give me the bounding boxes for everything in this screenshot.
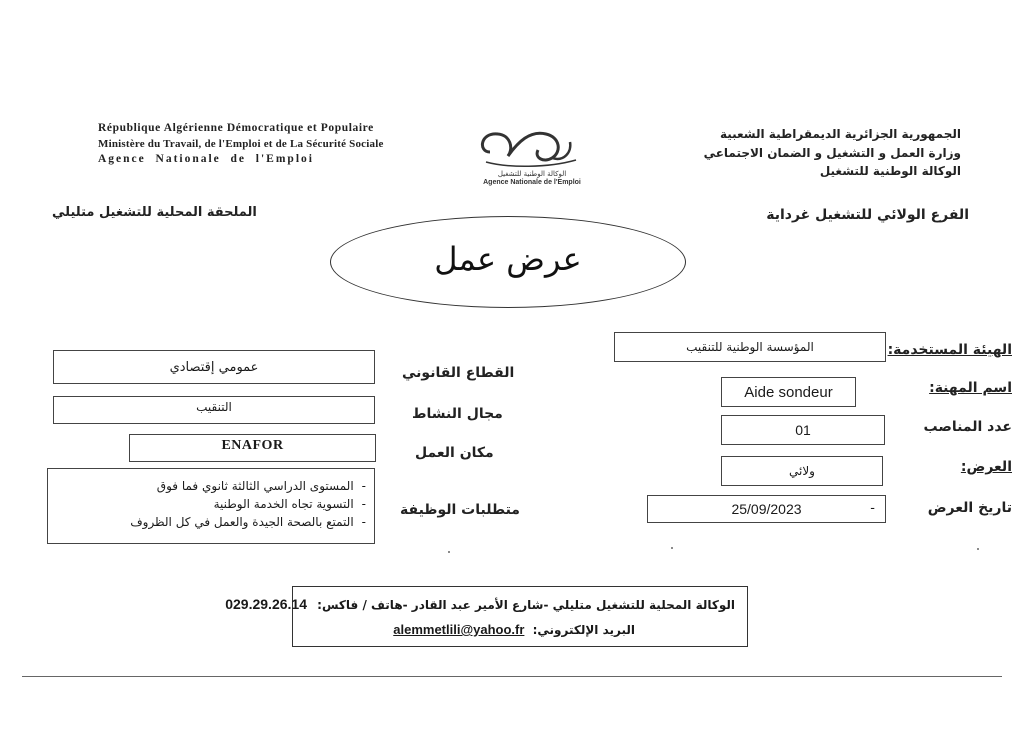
offer-value: ولائي [721, 456, 883, 486]
date-label: تاريخ العرض [927, 500, 1012, 516]
activity-label: مجال النشاط [412, 406, 503, 422]
date-dash: - [870, 501, 875, 516]
logo-caption-ar: الوكالة الوطنية للتشغيل [497, 170, 567, 178]
header-fr-line2: Ministère du Travail, de l'Emploi et de La Sécurité Sociale [98, 138, 384, 150]
header-fr-line1: République Algérienne Démocratique et Populaire [98, 122, 374, 134]
bottom-divider [22, 676, 1002, 677]
logo-caption-fr: Agence Nationale de l'Emploi [483, 179, 581, 186]
header-fr-line3: Agence Nationale de l'Emploi [98, 153, 314, 165]
footer-phone: 029.29.26.14 [225, 596, 307, 612]
activity-value: التنقيب [53, 396, 375, 424]
requirement-item: -المستوى الدراسي الثالثة ثانوي فما فوق [156, 479, 366, 493]
employer-value: المؤسسة الوطنية للتنقيب [614, 332, 886, 362]
workplace-label: مكان العمل [415, 445, 494, 461]
footer-address: الوكالة المحلية للتشغيل متليلي -شارع الأمير عبد القادر -هاتف / فاكس: [317, 598, 735, 612]
positions-value: 01 [721, 415, 885, 445]
sector-value: عمومي إقتصادي [53, 350, 375, 384]
footer-email[interactable]: alemmetlili@yahoo.fr [393, 622, 525, 637]
title-oval [330, 216, 686, 308]
requirement-item: -التسوية تجاه الخدمة الوطنية [213, 497, 366, 511]
positions-label: عدد المناصب [923, 419, 1012, 435]
footer-box [225, 586, 748, 647]
branch-right: الفرع الولائي للتشغيل غرداية [766, 207, 969, 223]
employer-label: الهيئة المستخدمة: [887, 342, 1012, 358]
branch-left: الملحقة المحلية للتشغيل متليلي [52, 205, 257, 220]
scan-speck [977, 548, 979, 550]
requirement-item: -التمتع بالصحة الجيدة والعمل في كل الظروف [130, 515, 366, 529]
footer-email-label: البريد الإلكتروني: [532, 623, 635, 637]
header-ar-line3: الوكالة الوطنية للتشغيل [819, 164, 961, 178]
anem-logo [468, 122, 596, 192]
sector-label: القطاع القانوني [402, 365, 515, 381]
anem-logo-icon [468, 122, 596, 172]
requirements-box [47, 468, 375, 544]
workplace-value: ENAFOR [129, 434, 376, 462]
requirements-label: متطلبات الوظيفة [400, 502, 520, 518]
job-value: Aide sondeur [721, 377, 856, 407]
footer-address-line [225, 596, 735, 612]
scan-speck [671, 547, 673, 549]
header-ar-line2: وزارة العمل و التشغيل و الضمان الاجتماعي [703, 146, 961, 160]
offer-label: العرض: [960, 459, 1012, 475]
scan-speck [448, 551, 450, 553]
page-title: عرض عمل [434, 240, 582, 278]
job-label: اسم المهنة: [929, 380, 1012, 396]
date-value: 25/09/2023 - [647, 495, 886, 523]
header-ar-line1: الجمهورية الجزائرية الديمقراطية الشعبية [719, 127, 961, 141]
footer-email-line [393, 622, 635, 637]
